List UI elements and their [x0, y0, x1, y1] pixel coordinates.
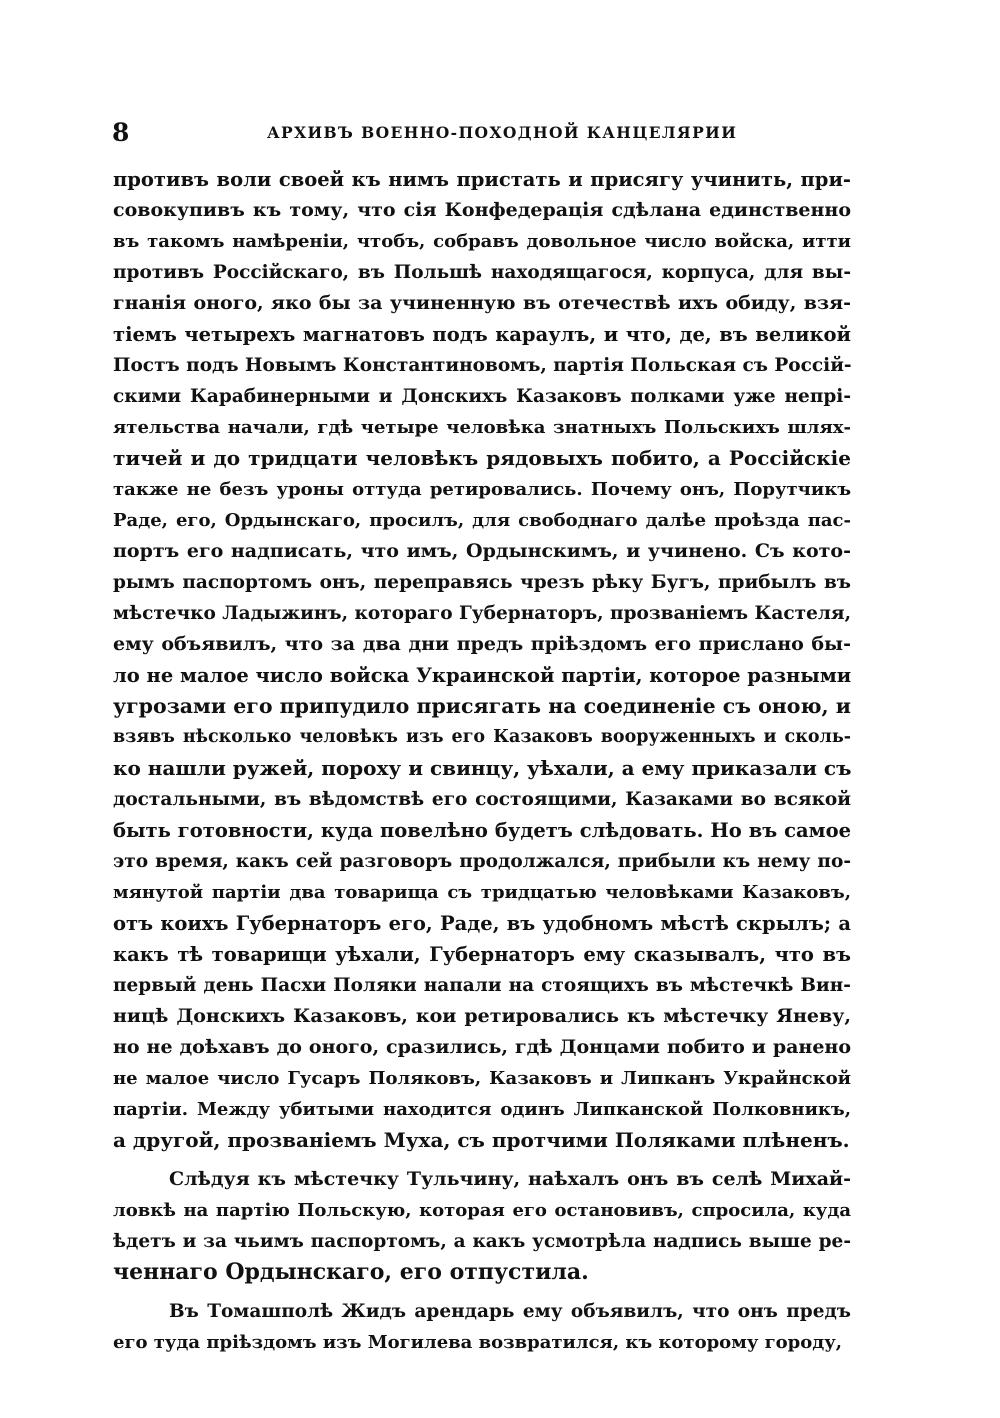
text-line: партіи. Между убитыми находится одинъ Липканской Полковникъ,	[113, 1099, 851, 1120]
text-line: его туда пріѣздомъ изъ Могилева возвратился, къ которому городу,	[113, 1332, 843, 1353]
text-line: портъ его надписать, что имъ, Ордынскимъ, и учинено. Съ кото-	[113, 540, 851, 562]
text-line: это время, какъ сей разговоръ продолжался, прибыли къ нему по-	[113, 851, 851, 872]
text-line: мянутой партіи два товарища съ тридцатью человѣками Казаковъ,	[113, 882, 851, 903]
text-line: гнанія оного, яко бы за учиненную въ отечествѣ ихъ обиду, взя-	[113, 292, 851, 314]
text-line: тіемъ четырехъ магнатовъ подъ караулъ, и что, де, въ великой	[113, 323, 851, 346]
text-line: также не безъ уроны оттуда ретировались. Почему онъ, Порутчикъ	[113, 479, 851, 500]
text-line: рымъ паспортомъ онъ, переправясь чрезъ рѣку Бугъ, прибылъ въ	[113, 572, 851, 593]
text-line: Въ Томашполѣ Жидъ арендарь ему объявилъ, что онъ предъ	[169, 1301, 851, 1322]
text-line: ятельства начали, гдѣ четыре человѣка знатныхъ Польскихъ шлях-	[113, 417, 851, 438]
text-line: а другой, прозваніемъ Муха, съ протчими Поляками плѣненъ.	[113, 1128, 850, 1152]
text-line: взявъ нѣсколько человѣкъ изъ его Казаковъ вооруженныхъ и сколь-	[113, 727, 851, 747]
text-line: Раде, его, Ордынскаго, просилъ, для свободнаго далѣе проѣзда пас-	[113, 510, 851, 531]
running-title: АРХИВЪ ВОЕННО-ПОХОДНОЙ КАНЦЕЛЯРИИ	[267, 123, 738, 142]
text-line: ницѣ Донскихъ Казаковъ, кои ретировались къ мѣстечку Яневу,	[113, 1005, 851, 1027]
text-line: быть готовности, куда повелѣно будетъ слѣдовать. Но въ самое	[113, 819, 851, 842]
text-line: ченнаго Ордынскаго, его отпустила.	[113, 1259, 589, 1285]
text-line: не малое число Гусаръ Поляковъ, Казаковъ и Липканъ Украйнской	[113, 1068, 851, 1089]
text-line: ло не малое число войска Украинской партіи, которое разными	[113, 664, 852, 687]
text-line: какъ тѣ товарищи уѣхали, Губернаторъ ему сказывалъ, что въ	[113, 943, 851, 966]
text-line: ко нашли ружей, пороху и свинцу, уѣхали, а ему приказали съ	[113, 756, 852, 780]
page-number: 8	[112, 118, 130, 147]
text-line: противъ воли своей къ нимъ пристать и присягу учинить, при-	[113, 168, 851, 191]
text-line: противъ Россійскаго, въ Польшѣ находящагося, корпуса, для вы-	[113, 262, 851, 283]
text-line: совокупивъ къ тому, что сія Конфедерація сдѣлана единственно	[113, 199, 851, 221]
text-line: Слѣдуя къ мѣстечку Тульчину, наѣхалъ онъ въ селѣ Михай-	[169, 1168, 851, 1190]
text-line: скими Карабинерными и Донскихъ Казаковъ полками уже непрі-	[113, 386, 851, 407]
text-line: угрозами его припудило присягать на соединеніе съ оною, и	[113, 694, 851, 718]
text-line: тичей и до тридцати человѣкъ рядовыхъ побито, а Россійскіе	[113, 446, 851, 470]
text-line: достальными, въ вѣдомствѣ его состоящими, Казаками во всякой	[113, 789, 851, 810]
text-line: но не доѣхавъ до оного, сразились, гдѣ Донцами побито и ранено	[113, 1036, 851, 1058]
text-line: Постъ подъ Новымъ Константиновомъ, партія Польская съ Россій-	[113, 355, 852, 376]
text-line: ему объявилъ, что за два дни предъ пріѣздомъ его прислано бы-	[113, 633, 851, 655]
page-header	[112, 118, 852, 148]
text-line: первый день Пасхи Поляки напали на стоящихъ въ мѣстечкѣ Вин-	[113, 975, 851, 996]
paragraph	[113, 1164, 851, 1288]
text-line: отъ коихъ Губернаторъ его, Раде, въ удобномъ мѣстѣ скрылъ; а	[113, 912, 851, 935]
body-text	[113, 164, 851, 1358]
text-line: ѣдетъ и за чьимъ паспортомъ, а какъ усмотрѣла надпись выше ре-	[113, 1231, 851, 1252]
text-line: въ такомъ намѣреніи, чтобъ, собравъ довольное число войска, итти	[113, 231, 851, 252]
paragraph	[113, 164, 851, 1156]
paragraph	[113, 1296, 851, 1358]
text-line: ловкѣ на партію Польскую, которая его остановивъ, спросила, куда	[113, 1200, 851, 1221]
text-line: мѣстечко Ладыжинъ, котораго Губернаторъ, прозваніемъ Кастеля,	[113, 603, 852, 624]
